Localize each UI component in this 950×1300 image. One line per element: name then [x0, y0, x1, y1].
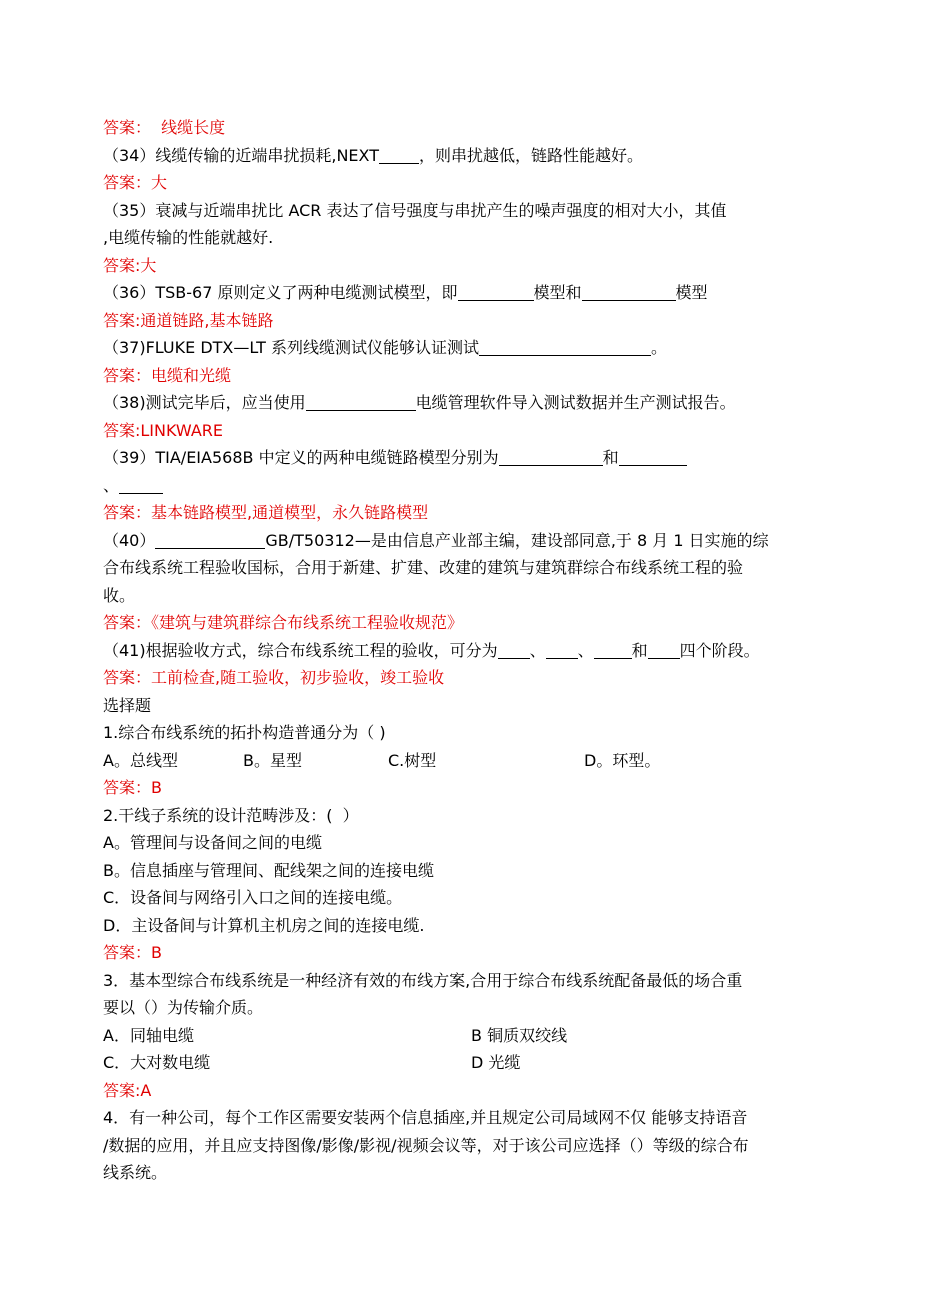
answer-35: 答案:大	[103, 255, 157, 275]
question-text: GB/T50312—是由信息产业部主编，建设部同意,于 8 月 1 日实施的综	[265, 530, 769, 550]
fill-blank	[619, 449, 687, 466]
question-34	[103, 142, 853, 170]
option-b: B。星型	[243, 750, 302, 770]
option-c: C．大对数电缆	[103, 1053, 211, 1072]
choice-question-4-line1: 4．有一种公司，每个工作区需要安装两个信息插座,并且规定公司局域网不仅 能够支持语音	[103, 1108, 748, 1127]
option-d: D 光缆	[471, 1053, 521, 1072]
answer-40: 答案：《建筑与建筑群综合布线系统工程验收规范》	[103, 613, 464, 632]
question-text: （38)测试完毕后，应当使用	[103, 393, 306, 412]
question-text: 。	[650, 338, 667, 357]
fill-blank	[648, 642, 680, 659]
question-text: （41)根据验收方式，综合布线系统工程的验收，可分为	[103, 640, 498, 660]
question-text: 和	[631, 640, 648, 660]
question-35-line2: ,电缆传输的性能就越好.	[103, 228, 274, 247]
fill-blank	[479, 339, 651, 356]
answer-41: 答案：工前检查,随工验收，初步验收，竣工验收	[103, 668, 445, 687]
question-text: （34）线缆传输的近端串扰损耗,NEXT	[103, 145, 379, 165]
question-text: （39）TIA/EIA568B 中定义的两种电缆链路模型分别为	[103, 448, 499, 467]
fill-blank	[306, 394, 416, 411]
fill-blank	[582, 284, 676, 301]
fill-blank	[499, 449, 603, 466]
option-c: C.树型	[388, 750, 437, 770]
question-40	[103, 527, 853, 555]
question-41	[103, 637, 853, 665]
option-b: B 铜质双绞线	[471, 1025, 568, 1045]
option-a: A。总线型	[103, 750, 178, 770]
choice-question-3-line2: 要以（）为传输介质。	[103, 998, 264, 1017]
answer-38: 答案:LINKWARE	[103, 420, 224, 440]
choice-options-3-row2	[103, 1049, 853, 1077]
option-c: C．设备间与网络引入口之间的连接电缆。	[103, 888, 403, 907]
question-text: （40）	[103, 530, 156, 550]
answer-36: 答案:通道链路,基本链路	[103, 310, 274, 330]
fill-blank	[546, 642, 578, 659]
option-a: A。管理间与设备间之间的电缆	[103, 833, 322, 852]
question-37	[103, 334, 853, 362]
option-b: B。信息插座与管理间、配线架之间的连接电缆	[103, 860, 434, 880]
answer-choice-3: 答案:A	[103, 1080, 152, 1100]
choice-options-3-row1	[103, 1022, 853, 1050]
question-text: 模型和	[533, 283, 582, 302]
fill-blank	[379, 147, 419, 164]
question-text: （36）TSB-67 原则定义了两种电缆测试模型，即	[103, 283, 458, 302]
document-page	[103, 114, 853, 1187]
answer-choice-1: 答案：B	[103, 778, 162, 797]
option-d: D．主设备间与计算机主机房之间的连接电缆.	[103, 915, 425, 935]
question-text: ，则串扰越低，链路性能越好。	[418, 145, 643, 165]
fill-blank	[594, 642, 632, 659]
choice-question-3-line1: 3．基本型综合布线系统是一种经济有效的布线方案,合用于综合布线系统配备最低的场合重	[103, 970, 743, 990]
option-a: A．同轴电缆	[103, 1025, 194, 1045]
option-d: D。环型。	[584, 750, 661, 770]
question-39	[103, 444, 853, 472]
question-text: 、	[577, 640, 594, 660]
answer-line: 答案： 线缆长度	[103, 118, 226, 137]
choice-question-2: 2.干线子系统的设计范畴涉及：( ）	[103, 805, 359, 825]
answer-34: 答案：大	[103, 173, 168, 192]
question-text: 和	[602, 448, 619, 467]
fill-blank	[458, 284, 534, 301]
question-35-line1: （35）衰减与近端串扰比 ACR 表达了信号强度与串扰产生的噪声强度的相对大小，其值	[103, 200, 727, 220]
question-36	[103, 279, 853, 307]
question-text: 电缆管理软件导入测试数据并生产测试报告。	[415, 393, 736, 412]
answer-37: 答案：电缆和光缆	[103, 365, 232, 385]
fill-blank	[498, 642, 530, 659]
choice-question-4-line2: /数据的应用，并且应支持图像/影像/影视/视频会议等，对于该公司应选择（）等级的综合布	[103, 1135, 749, 1155]
question-40-line2: 合布线系统工程验收国标，合用于新建、扩建、改建的建筑与建筑群综合布线系统工程的验	[103, 558, 744, 577]
fill-blank	[119, 477, 163, 494]
choice-options-1	[103, 747, 853, 775]
question-40-line3: 收。	[103, 585, 136, 605]
section-heading: 选择题	[103, 695, 152, 715]
question-text: 模型	[675, 283, 708, 302]
answer-39: 答案：基本链路模型,通道模型，永久链路模型	[103, 503, 429, 522]
question-text: 、	[529, 640, 546, 660]
question-39-line2	[103, 472, 853, 500]
question-38	[103, 389, 853, 417]
choice-question-1: 1.综合布线系统的拓扑构造普通分为（ )	[103, 723, 386, 742]
answer-choice-2: 答案：B	[103, 943, 162, 962]
question-text: （37)FLUKE DTX—LT 系列线缆测试仪能够认证测试	[103, 338, 479, 357]
question-text: 四个阶段。	[679, 640, 760, 660]
fill-blank	[155, 532, 265, 549]
question-text: 、	[103, 475, 120, 495]
choice-question-4-line3: 线系统。	[103, 1163, 168, 1182]
